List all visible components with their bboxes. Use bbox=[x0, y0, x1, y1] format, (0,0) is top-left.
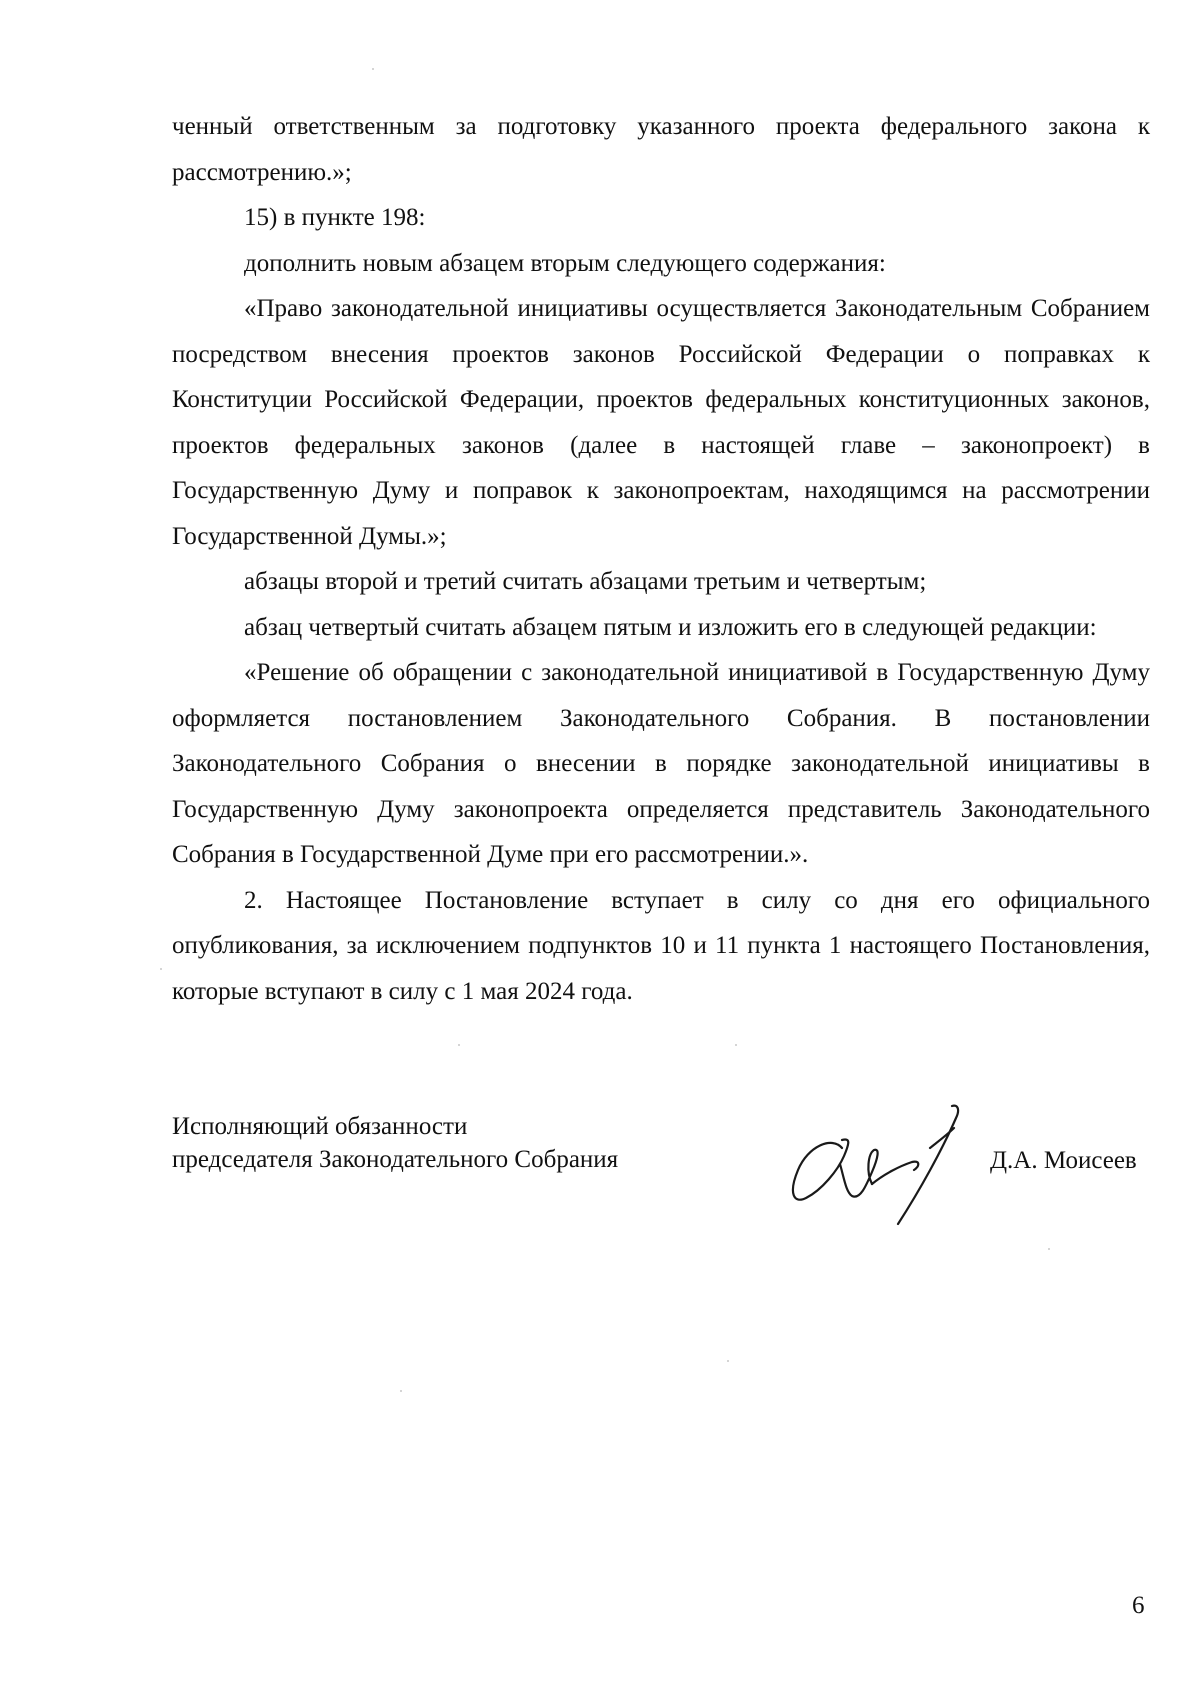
handwritten-signature bbox=[780, 1100, 990, 1230]
paragraph-quote-legislative-initiative: «Право законодательной инициативы осуществляется Законодательным Собранием посредством внесения проектов законов Российской Федерации о поправках к Конституции Российской Федерации, проектов федеральных конституционных законов, проектов федеральных законов (далее в настоящей главе – законопроект) в Государственную Думу и поправок к законопроектам, находящимся на рассмотрении Государственной Думы.»; bbox=[172, 295, 1150, 550]
signatory-title-line2: председателя Законодательного Собрания bbox=[172, 1146, 619, 1173]
signer-name: Д.А. Моисеев bbox=[990, 1147, 1137, 1174]
signatory-title bbox=[172, 1110, 618, 1176]
paragraph-continued: ченный ответственным за подготовку указанного проекта федерального закона к рассмотрению.»; bbox=[172, 113, 1150, 186]
paragraph-quote-decision: «Решение об обращении с законодательной инициативой в Государственную Думу оформляется постановлением Законодательного Собрания. В постановлении Законодательного Собрания о внесении в порядке законодательной инициативы в Государственную Думу законопроекта определяется представитель Законодательного Собрания в Государственной Думе при его рассмотрении.». bbox=[172, 659, 1150, 868]
scan-speck bbox=[160, 968, 162, 970]
scan-speck bbox=[727, 1360, 729, 1362]
scan-speck bbox=[735, 1044, 737, 1046]
scan-speck bbox=[372, 68, 374, 70]
paragraph-renumbering: абзацы второй и третий считать абзацами третьим и четвертым; bbox=[244, 568, 927, 595]
paragraph-instruction: дополнить новым абзацем вторым следующего содержания: bbox=[244, 249, 886, 277]
paragraph-item-15: 15) в пункте 198: bbox=[244, 204, 426, 231]
page-number: 6 bbox=[1132, 1592, 1145, 1619]
document-body bbox=[172, 104, 1150, 1014]
scan-speck bbox=[458, 1044, 460, 1046]
signatory-title-line1: Исполняющий обязанности bbox=[172, 1113, 468, 1140]
paragraph-entry-into-force: 2. Настоящее Постановление вступает в силу со дня его официального опубликования, за исключением подпунктов 10 и 11 пункта 1 настоящего Постановления, которые вступают в силу с 1 мая 2024 года. bbox=[172, 886, 1150, 1005]
scan-speck bbox=[1048, 1248, 1050, 1250]
paragraph-new-edition: абзац четвертый считать абзацем пятым и изложить его в следующей редакции: bbox=[244, 613, 1097, 641]
scan-speck bbox=[400, 1390, 402, 1392]
